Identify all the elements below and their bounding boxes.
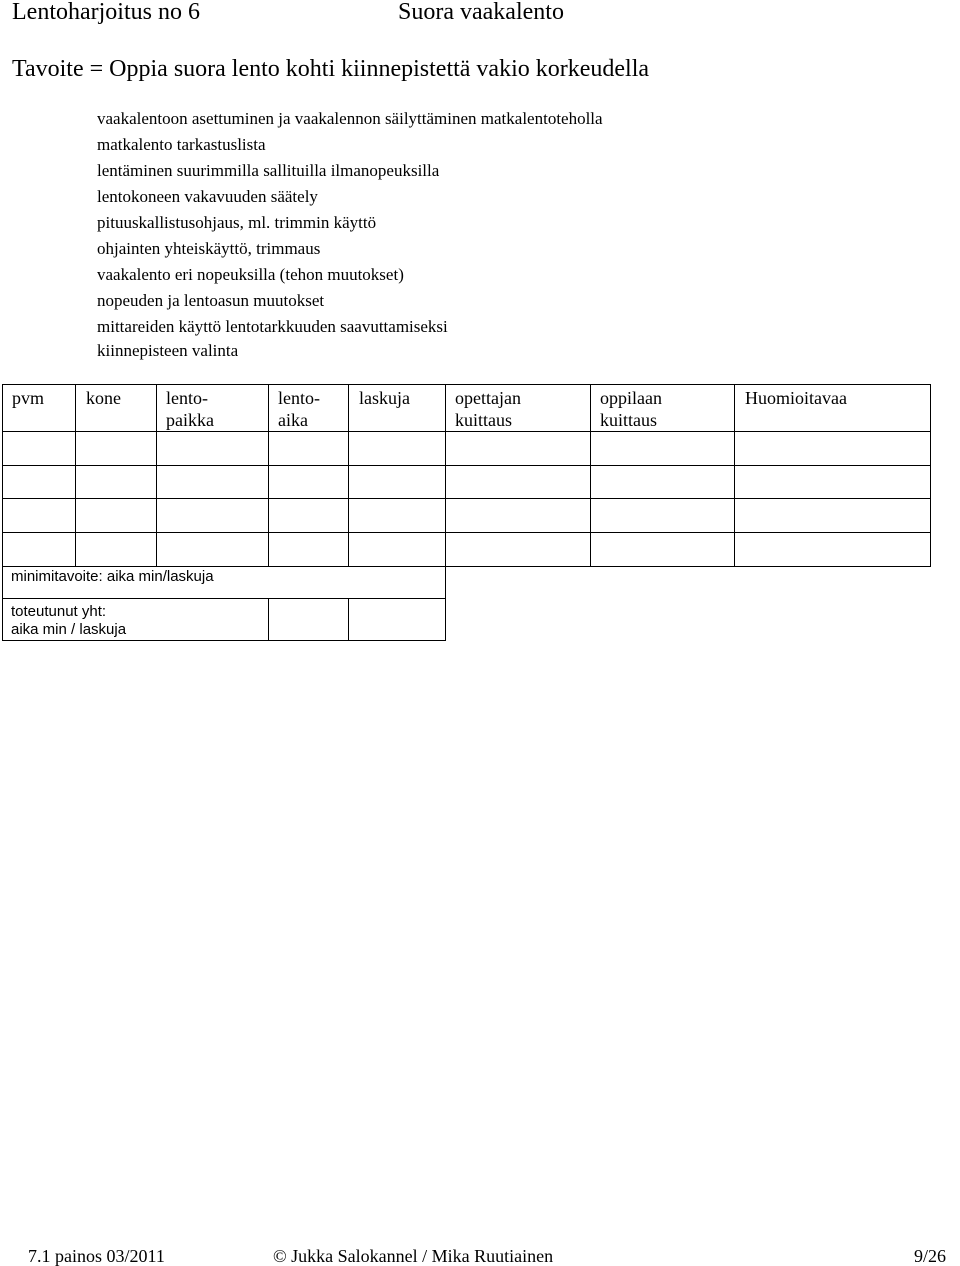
column-header-landings: laskuja	[359, 388, 410, 408]
list-item: mittareiden käyttö lentotarkkuuden saavuttamiseksi	[97, 317, 448, 336]
list-item: kiinnepisteen valinta	[97, 341, 239, 360]
list-item: ohjainten yhteiskäyttö, trimmaus	[97, 239, 321, 258]
copyright: © Jukka Salokannel / Mika Ruutiainen	[273, 1246, 554, 1266]
list-item: matkalento tarkastuslista	[97, 135, 266, 154]
page-number: 9/26	[914, 1246, 947, 1266]
minimum-target-label: minimitavoite: aika min/laskuja	[11, 568, 214, 585]
edition-info: 7.1 painos 03/2011	[28, 1246, 165, 1266]
column-header-date: pvm	[12, 388, 45, 408]
column-header-flight-time: lento- aika	[278, 388, 320, 430]
list-item: vaakalento eri nopeuksilla (tehon muutokset)	[97, 265, 404, 284]
column-header-aircraft: kone	[86, 388, 121, 408]
column-header-notes: Huomioitavaa	[745, 388, 847, 408]
list-item: lentäminen suurimmilla sallituilla ilmanopeuksilla	[97, 161, 440, 180]
list-item: lentokoneen vakavuuden säätely	[97, 187, 318, 206]
column-header-instructor-signoff: opettajan kuittaus	[455, 388, 521, 430]
column-header-student-signoff: oppilaan kuittaus	[600, 388, 662, 430]
column-header-flight-location: lento- paikka	[166, 388, 214, 430]
list-item: nopeuden ja lentoasun muutokset	[97, 291, 325, 310]
page-title: Suora vaakalento	[398, 0, 564, 25]
lesson-number: Lentoharjoitus no 6	[12, 0, 200, 25]
list-item: vaakalentoon asettuminen ja vaakalennon säilyttäminen matkalentoteholla	[97, 109, 603, 128]
list-item: pituuskallistusohjaus, ml. trimmin käyttö	[97, 213, 377, 232]
goal-statement: Tavoite = Oppia suora lento kohti kiinnepistettä vakio korkeudella	[12, 56, 650, 82]
actual-total-units-label: aika min / laskuja	[11, 621, 127, 638]
actual-total-label: toteutunut yht:	[11, 603, 107, 620]
